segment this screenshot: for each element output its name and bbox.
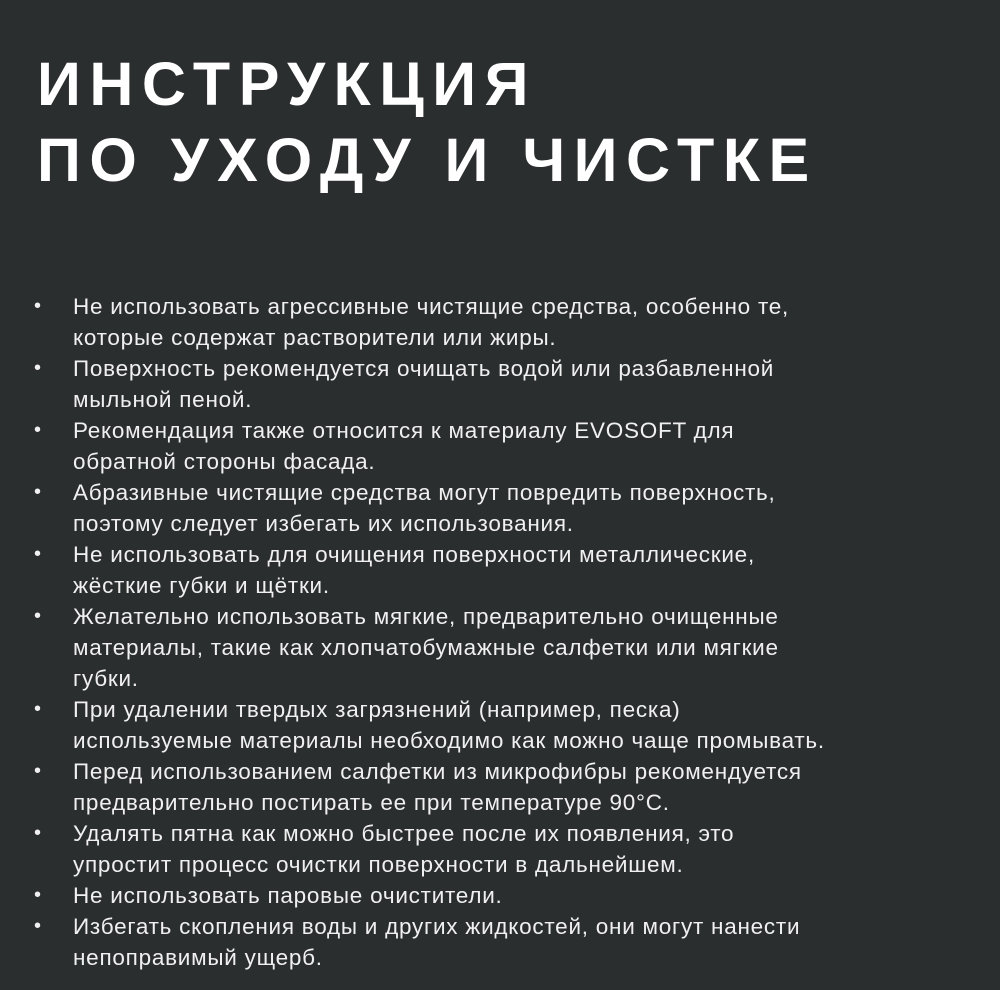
- bullet-icon: •: [34, 605, 42, 627]
- list-item-text-line: При удалении твердых загрязнений (например, песка): [73, 697, 681, 722]
- list-item: [0, 694, 1000, 756]
- title-line-1: ИНСТРУКЦИЯ: [37, 50, 537, 118]
- list-item-text-line: губки.: [73, 666, 139, 691]
- bullet-icon: •: [34, 419, 42, 441]
- list-item-text-line: непоправимый ущерб.: [73, 945, 323, 970]
- list-item-text-line: которые содержат растворители или жиры.: [73, 325, 557, 350]
- list-item: [0, 539, 1000, 601]
- list-item-text-line: поэтому следует избегать их использования.: [73, 511, 574, 536]
- list-item: [0, 353, 1000, 415]
- page-title: [37, 46, 818, 198]
- title-line-2: ПО УХОДУ И ЧИСТКЕ: [37, 126, 818, 194]
- list-item-text-line: Желательно использовать мягкие, предварительно очищенные: [73, 604, 779, 629]
- list-item: [0, 818, 1000, 880]
- care-instructions-list: [0, 291, 1000, 973]
- list-item: [0, 415, 1000, 477]
- list-item: [0, 601, 1000, 694]
- list-item: [0, 880, 1000, 911]
- list-item-text-line: обратной стороны фасада.: [73, 449, 376, 474]
- list-item-text-line: Абразивные чистящие средства могут повредить поверхность,: [73, 480, 776, 505]
- bullet-icon: •: [34, 884, 42, 906]
- list-item: [0, 911, 1000, 973]
- list-item: [0, 477, 1000, 539]
- bullet-icon: •: [34, 822, 42, 844]
- bullet-icon: •: [34, 295, 42, 317]
- bullet-icon: •: [34, 698, 42, 720]
- list-item-text-line: Перед использованием салфетки из микрофибры рекомендуется: [73, 759, 802, 784]
- bullet-icon: •: [34, 915, 42, 937]
- list-item-text-line: используемые материалы необходимо как можно чаще промывать.: [73, 728, 825, 753]
- bullet-icon: •: [34, 481, 42, 503]
- list-item: [0, 756, 1000, 818]
- list-item-text-line: мыльной пеной.: [73, 387, 253, 412]
- list-item-text-line: упростит процесс очистки поверхности в дальнейшем.: [73, 852, 684, 877]
- list-item-text-line: жёсткие губки и щётки.: [73, 573, 330, 598]
- list-item-text-line: Не использовать для очищения поверхности металлические,: [73, 542, 755, 567]
- bullet-icon: •: [34, 543, 42, 565]
- list-item: [0, 291, 1000, 353]
- list-item-text-line: Не использовать паровые очистители.: [73, 883, 503, 908]
- list-item-text-line: Не использовать агрессивные чистящие средства, особенно те,: [73, 294, 790, 319]
- list-item-text-line: Поверхность рекомендуется очищать водой или разбавленной: [73, 356, 775, 381]
- bullet-icon: •: [34, 760, 42, 782]
- list-item-text-line: Удалять пятна как можно быстрее после их появления, это: [73, 821, 735, 846]
- list-item-text-line: материалы, такие как хлопчатобумажные салфетки или мягкие: [73, 635, 779, 660]
- list-item-text-line: Рекомендация также относится к материалу EVOSOFT для: [73, 418, 735, 443]
- list-item-text-line: предварительно постирать ее при температуре 90°С.: [73, 790, 670, 815]
- list-item-text-line: Избегать скопления воды и других жидкостей, они могут нанести: [73, 914, 801, 939]
- bullet-icon: •: [34, 357, 42, 379]
